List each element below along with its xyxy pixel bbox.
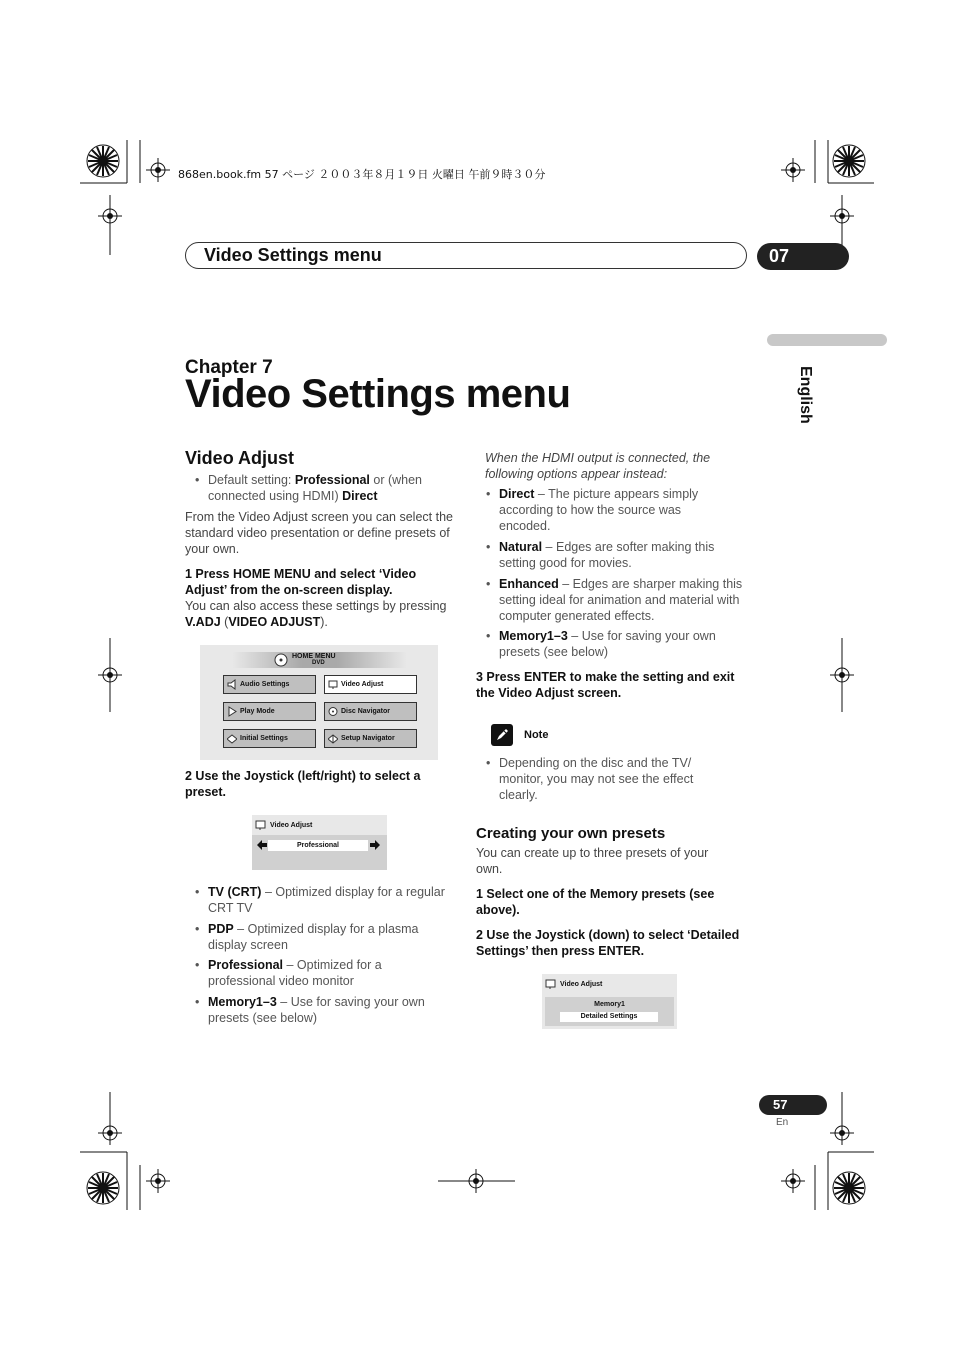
- preset-screen: [252, 815, 387, 870]
- disc-icon: [328, 706, 338, 717]
- monitor-icon: [255, 819, 267, 831]
- page-number: 57: [759, 1095, 827, 1115]
- header-title: Video Settings menu: [204, 245, 382, 265]
- monitor-icon: [328, 679, 338, 690]
- step-select-memory: 1 Select one of the Memory presets (see above).: [476, 887, 715, 917]
- play-mode-icon: [227, 706, 237, 717]
- step-2: 2 Use the Joystick (left/right) to select a preset.: [185, 769, 421, 799]
- preset-item-professional: • Professional – Optimized for a professional video monitor: [195, 958, 382, 988]
- memory-preset-label: Memory1: [594, 1001, 625, 1008]
- section-title-video-adjust: Video Adjust: [185, 448, 295, 468]
- arrow-right-icon[interactable]: [370, 840, 380, 850]
- preset-screen-title: Video Adjust: [270, 822, 313, 829]
- hdmi-option-memory: • Memory1–3 – Use for saving your own presets (see below): [486, 629, 716, 659]
- detailed-settings-button[interactable]: Detailed Settings: [560, 1012, 658, 1022]
- note-label: Note: [524, 729, 549, 741]
- hdmi-option-direct: • Direct – The picture appears simply according to how the source was encoded.: [486, 487, 699, 533]
- menu-item-initial-settings[interactable]: Initial Settings: [223, 729, 316, 748]
- disc-icon: [274, 653, 288, 667]
- menu-item-setup-navigator[interactable]: Setup Navigator: [324, 729, 417, 748]
- page-title: Video Settings menu: [185, 372, 571, 416]
- step-1: 1 Press HOME MENU and select ‘Video Adjust’ from the on-screen display.: [185, 567, 417, 597]
- monitor-icon: [545, 978, 557, 990]
- default-setting-bullet: • Default setting: Professional or (when connected using HDMI) Direct: [195, 473, 422, 503]
- section-title-creating-presets: Creating your own presets: [476, 825, 666, 842]
- settings-icon: [227, 733, 237, 744]
- step-3: 3 Press ENTER to make the setting and exit the Video Adjust screen.: [476, 670, 735, 700]
- home-menu-title: HOME MENU: [292, 653, 336, 660]
- menu-item-video-adjust[interactable]: Video Adjust: [324, 675, 417, 694]
- page-language: En: [776, 1117, 789, 1128]
- menu-item-play-mode[interactable]: Play Mode: [223, 702, 316, 721]
- chapter-label: Chapter 7: [185, 357, 273, 378]
- speaker-icon: [227, 679, 237, 690]
- memory-screen-title: Video Adjust: [560, 981, 603, 988]
- preset-item-tv-crt: • TV (CRT) – Optimized display for a regular CRT TV: [195, 885, 445, 915]
- creating-presets-intro: You can create up to three presets of your own.: [476, 846, 709, 876]
- menu-item-disc-navigator[interactable]: Disc Navigator: [324, 702, 417, 721]
- intro-paragraph: From the Video Adjust screen you can select the standard video presentation or define presets of your own.: [185, 510, 453, 556]
- hdmi-option-natural: • Natural – Edges are softer making this setting good for movies.: [486, 540, 715, 570]
- print-info-line: 868en.book.fm 57 ページ ２００３年８月１９日 火曜日 午前９時３０分: [178, 168, 546, 181]
- arrow-left-icon[interactable]: [257, 840, 267, 850]
- preset-item-pdp: • PDP – Optimized display for a plasma display screen: [195, 922, 419, 952]
- memory-screen: [542, 974, 677, 1029]
- setup-icon: [328, 733, 338, 744]
- hdmi-note: When the HDMI output is connected, the following options appear instead:: [485, 451, 711, 481]
- language-tab-bar: [767, 334, 887, 346]
- chapter-number-badge: 07: [757, 243, 849, 270]
- language-tab-label: English: [797, 366, 814, 424]
- step-detailed-settings: 2 Use the Joystick (down) to select ‘Detailed Settings’ then press ENTER.: [476, 928, 740, 958]
- home-menu-screen: [200, 645, 438, 760]
- note-pencil-icon: [491, 724, 513, 746]
- hdmi-option-enhanced: • Enhanced – Edges are sharper making this setting ideal for animation and material with computer generated effects.: [486, 577, 743, 623]
- note-text: • Depending on the disc and the TV/ monitor, you may not see the effect clearly.: [486, 756, 694, 802]
- menu-item-audio-settings[interactable]: Audio Settings: [223, 675, 316, 694]
- step-1-note: You can also access these settings by pressing V.ADJ (VIDEO ADJUST).: [185, 599, 447, 629]
- preset-value[interactable]: Professional: [268, 840, 368, 851]
- home-menu-subtitle: DVD: [312, 660, 325, 666]
- preset-item-memory: • Memory1–3 – Use for saving your own presets (see below): [195, 995, 425, 1025]
